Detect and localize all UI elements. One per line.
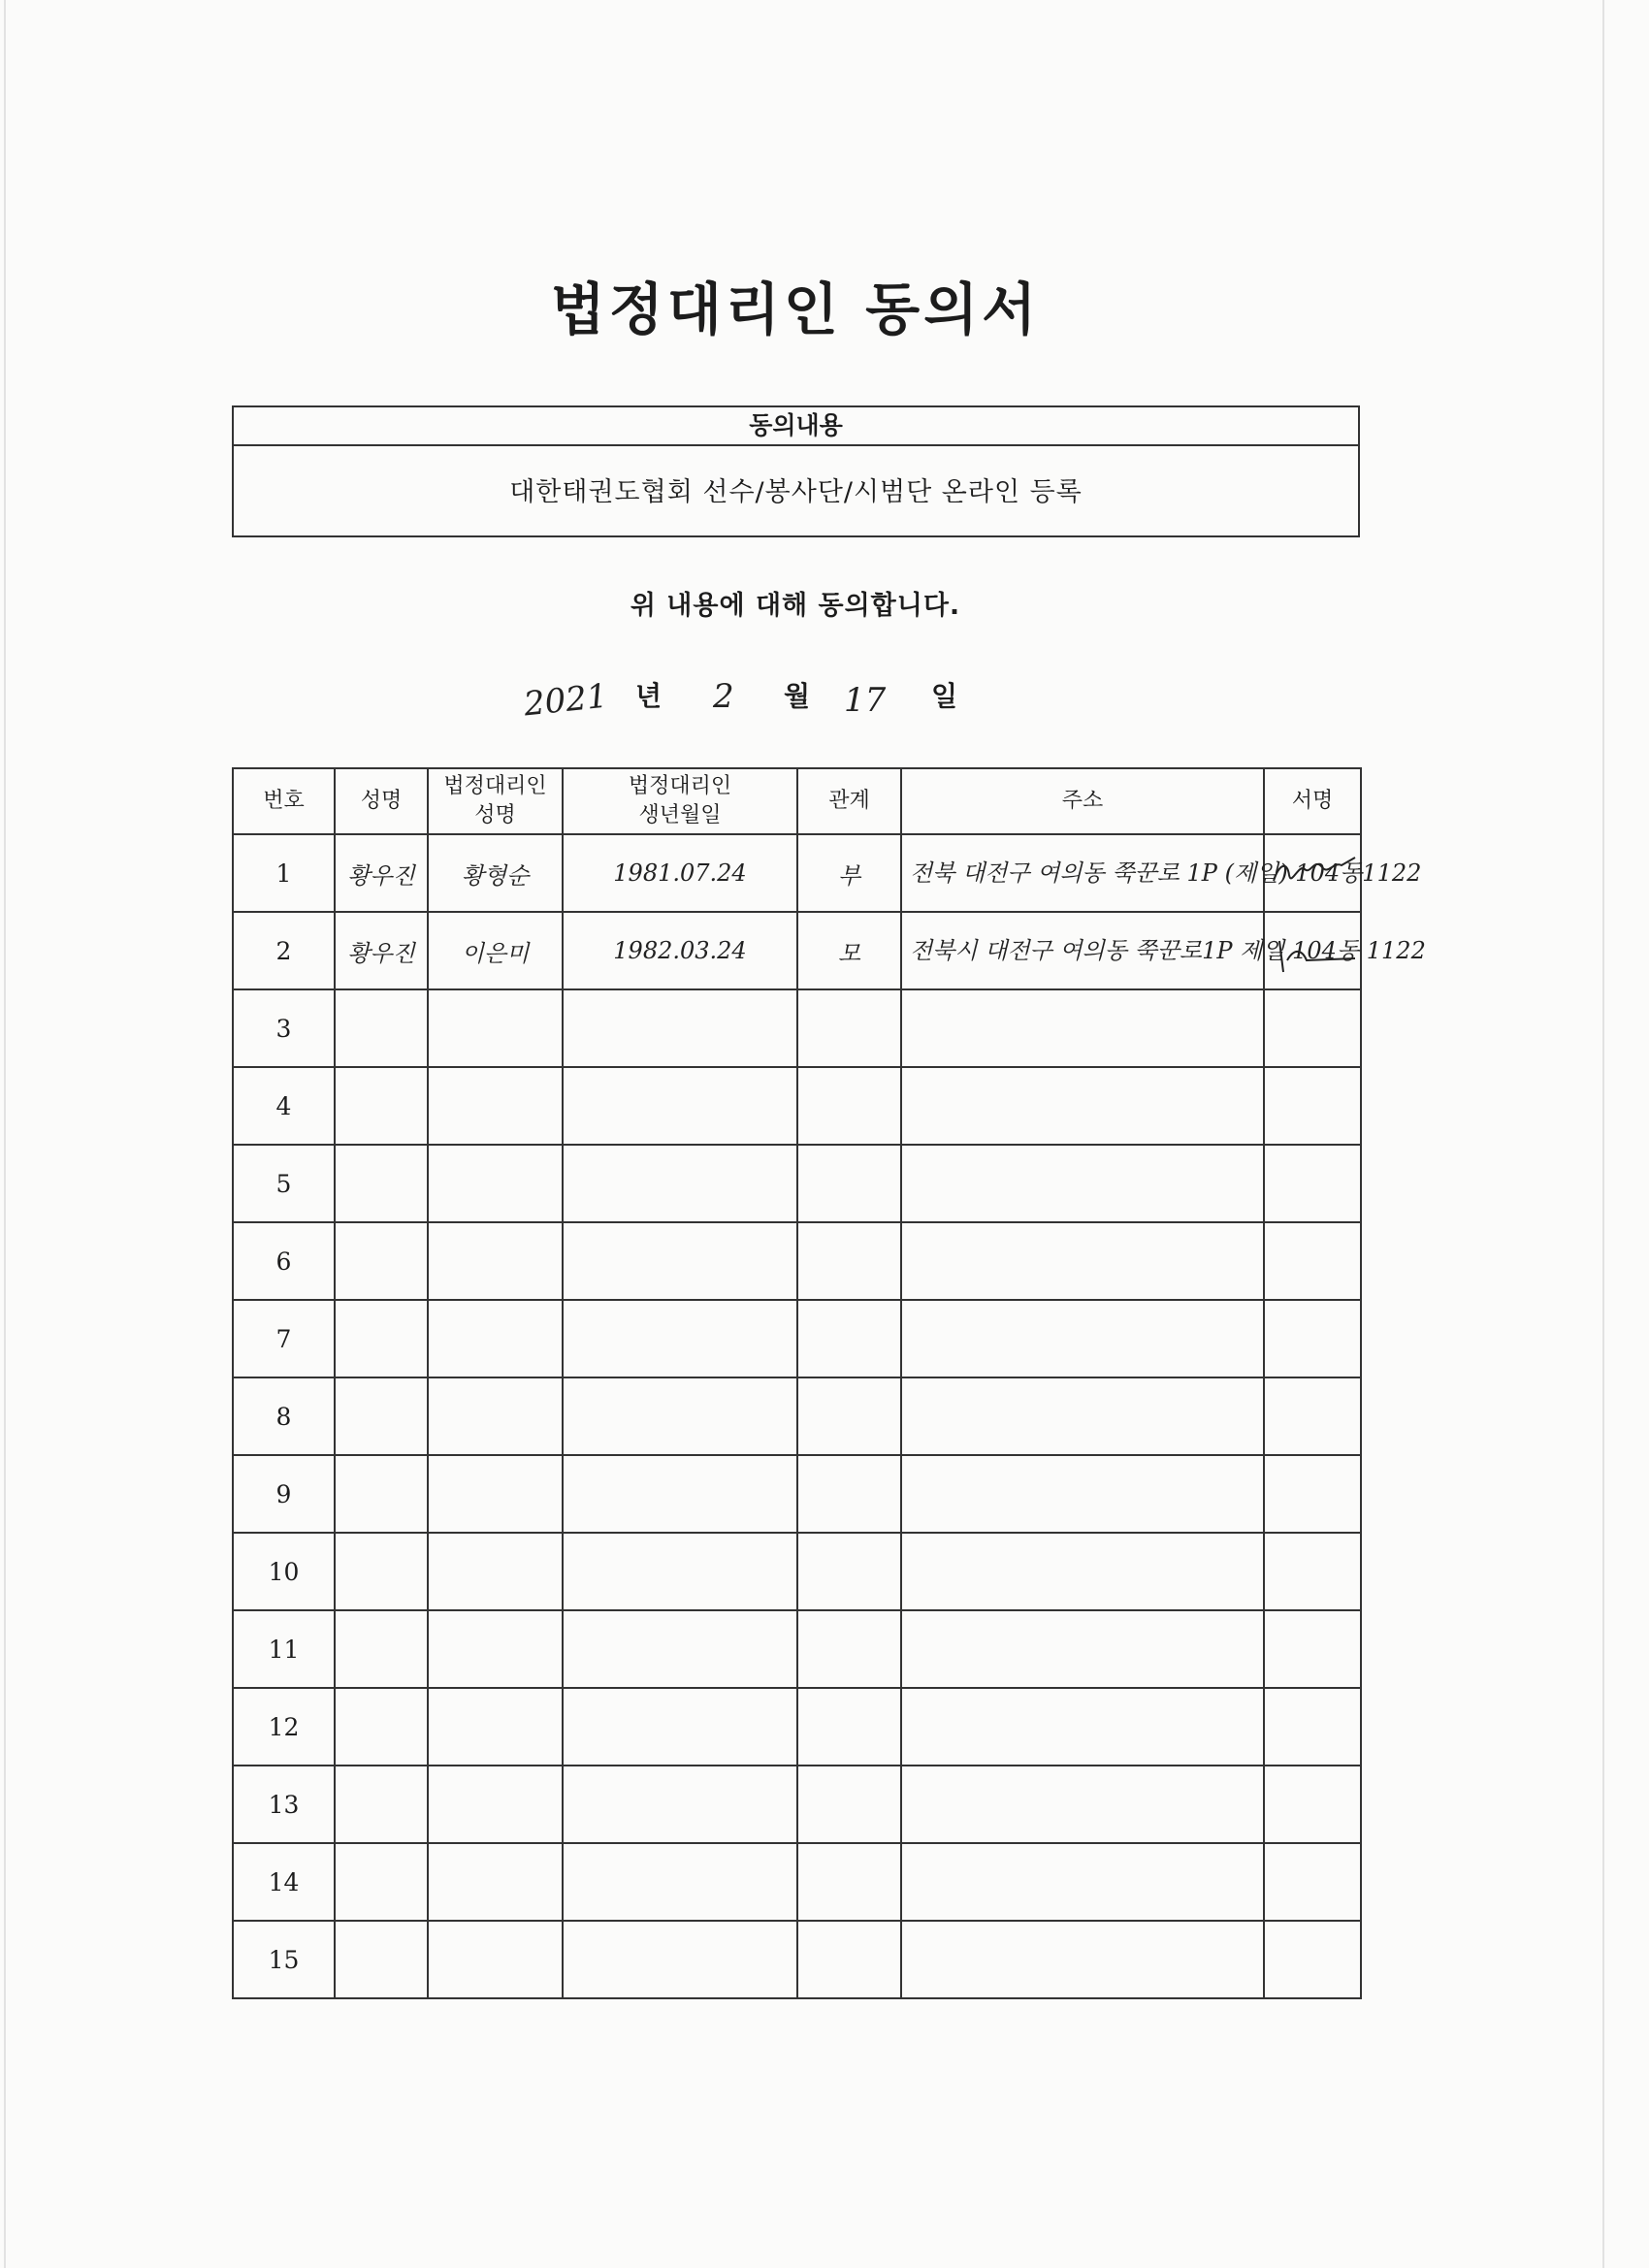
date-month-handwritten: 2 [713, 677, 734, 716]
row-signature [1264, 1610, 1361, 1688]
date-year-handwritten: 2021 [522, 676, 610, 725]
row-name [335, 1145, 428, 1222]
row-guardian-name [428, 989, 563, 1067]
row-guardian-birth [563, 1145, 797, 1222]
table-header-row [233, 768, 1361, 834]
row-relation [797, 989, 901, 1067]
row-address [901, 1533, 1264, 1610]
row-relation [797, 1067, 901, 1145]
row-no: 13 [233, 1766, 335, 1843]
consent-header: 동의내용 [234, 407, 1358, 446]
row-relation [797, 1688, 901, 1766]
row-name [335, 1067, 428, 1145]
table-row [233, 912, 1361, 989]
row-no: 8 [233, 1377, 335, 1455]
consent-body: 대한태권도협회 선수/봉사단/시범단 온라인 등록 [509, 477, 1083, 507]
row-guardian-birth [563, 1067, 797, 1145]
row-guardian-birth [563, 1377, 797, 1455]
row-guardian-name [428, 1533, 563, 1610]
row-guardian-birth [563, 989, 797, 1067]
row-name: 황우진 [335, 834, 428, 912]
row-relation [797, 1533, 901, 1610]
row-no: 14 [233, 1843, 335, 1921]
guardian-table [232, 767, 1426, 1999]
row-no: 1 [233, 834, 335, 912]
table-row [233, 1067, 1361, 1145]
row-name [335, 1533, 428, 1610]
row-relation [797, 1300, 901, 1377]
row-no: 6 [233, 1222, 335, 1300]
row-guardian-name [428, 1610, 563, 1688]
row-name [335, 1688, 428, 1766]
row-no: 2 [233, 912, 335, 989]
date-day-label: 일 [931, 680, 958, 712]
row-address [901, 1377, 1264, 1455]
row-relation [797, 1610, 901, 1688]
row-relation: 모 [797, 912, 901, 989]
col-header-relation: 관계 [797, 768, 901, 834]
consent-box [232, 405, 1360, 537]
row-guardian-birth [563, 1533, 797, 1610]
row-guardian-name [428, 1921, 563, 1998]
row-address [901, 1300, 1264, 1377]
table-row [233, 1766, 1361, 1843]
row-name [335, 989, 428, 1067]
row-name [335, 1766, 428, 1843]
row-guardian-name [428, 1688, 563, 1766]
row-signature [1264, 1533, 1361, 1610]
page-title: 법정대리인 동의서 [550, 276, 1041, 342]
row-guardian-name [428, 1377, 563, 1455]
table-row [233, 1300, 1361, 1377]
row-no: 5 [233, 1145, 335, 1222]
col-header-guardian-birth: 법정대리인 생년월일 [563, 768, 797, 834]
table-row [233, 1688, 1361, 1766]
row-no: 12 [233, 1688, 335, 1766]
row-name [335, 1377, 428, 1455]
row-signature [1264, 1921, 1361, 1998]
row-name [335, 1610, 428, 1688]
row-address [901, 1222, 1264, 1300]
row-no: 7 [233, 1300, 335, 1377]
row-name [335, 1222, 428, 1300]
date-day-handwritten: 17 [844, 681, 887, 720]
col-header-address: 주소 [901, 768, 1264, 834]
date-year-label: 년 [635, 680, 663, 712]
date-line [524, 669, 1067, 728]
row-guardian-birth [563, 1610, 797, 1688]
table-row [233, 1377, 1361, 1455]
row-guardian-birth: 1981.07.24 [563, 834, 797, 912]
row-address [901, 1145, 1264, 1222]
row-relation: 부 [797, 834, 901, 912]
row-signature [1264, 1300, 1361, 1377]
row-guardian-name [428, 1067, 563, 1145]
table-row [233, 1843, 1361, 1921]
row-signature [1264, 1222, 1361, 1300]
table-row [233, 989, 1361, 1067]
row-address: 전북시 대전구 여의동 쭉꾼로1P 제일 104동 1122 [901, 912, 1264, 989]
row-relation [797, 1843, 901, 1921]
row-no: 3 [233, 989, 335, 1067]
row-relation [797, 1766, 901, 1843]
row-name [335, 1921, 428, 1998]
row-address [901, 1067, 1264, 1145]
row-address [901, 989, 1264, 1067]
row-guardian-name [428, 1300, 563, 1377]
col-header-name: 성명 [335, 768, 428, 834]
row-address [901, 1766, 1264, 1843]
row-guardian-birth [563, 1222, 797, 1300]
row-relation [797, 1222, 901, 1300]
row-relation [797, 1377, 901, 1455]
row-no: 15 [233, 1921, 335, 1998]
row-guardian-name [428, 1222, 563, 1300]
row-guardian-birth: 1982.03.24 [563, 912, 797, 989]
row-name: 황우진 [335, 912, 428, 989]
row-name [335, 1300, 428, 1377]
row-guardian-birth [563, 1921, 797, 1998]
table-row [233, 1921, 1361, 1998]
table-row [233, 1222, 1361, 1300]
row-signature [1264, 989, 1361, 1067]
row-guardian-birth [563, 1300, 797, 1377]
row-name [335, 1843, 428, 1921]
row-no: 11 [233, 1610, 335, 1688]
row-signature [1264, 1145, 1361, 1222]
row-no: 4 [233, 1067, 335, 1145]
agree-statement: 위 내용에 대해 동의합니다. [630, 591, 961, 621]
row-address [901, 1688, 1264, 1766]
row-guardian-birth [563, 1688, 797, 1766]
row-relation [797, 1145, 901, 1222]
table-row [233, 1533, 1361, 1610]
row-name [335, 1455, 428, 1533]
row-address [901, 1610, 1264, 1688]
row-signature [1264, 1688, 1361, 1766]
row-guardian-birth [563, 1455, 797, 1533]
row-relation [797, 1455, 901, 1533]
table-row [233, 1610, 1361, 1688]
row-guardian-birth [563, 1766, 797, 1843]
row-address: 전북 대전구 여의동 쭉꾼로 1P (제일) 104동1122 [901, 834, 1264, 912]
row-address [901, 1455, 1264, 1533]
col-header-no: 번호 [233, 768, 335, 834]
table-row [233, 834, 1361, 912]
table-row [233, 1145, 1361, 1222]
row-guardian-birth [563, 1843, 797, 1921]
row-guardian-name [428, 1766, 563, 1843]
row-no: 9 [233, 1455, 335, 1533]
row-signature [1264, 1067, 1361, 1145]
row-signature [1264, 1843, 1361, 1921]
row-guardian-name [428, 1145, 563, 1222]
scan-edge-right [1602, 0, 1604, 2268]
col-header-signature: 서명 [1264, 768, 1361, 834]
row-signature [1264, 1455, 1361, 1533]
row-no: 10 [233, 1533, 335, 1610]
row-address [901, 1921, 1264, 1998]
row-relation [797, 1921, 901, 1998]
row-guardian-name: 이은미 [428, 912, 563, 989]
date-month-label: 월 [784, 680, 811, 712]
row-address [901, 1843, 1264, 1921]
row-signature [1264, 1377, 1361, 1455]
row-guardian-name [428, 1455, 563, 1533]
row-guardian-name: 황형순 [428, 834, 563, 912]
table-row [233, 1455, 1361, 1533]
row-signature [1264, 1766, 1361, 1843]
col-header-guardian-name: 법정대리인 성명 [428, 768, 563, 834]
row-guardian-name [428, 1843, 563, 1921]
